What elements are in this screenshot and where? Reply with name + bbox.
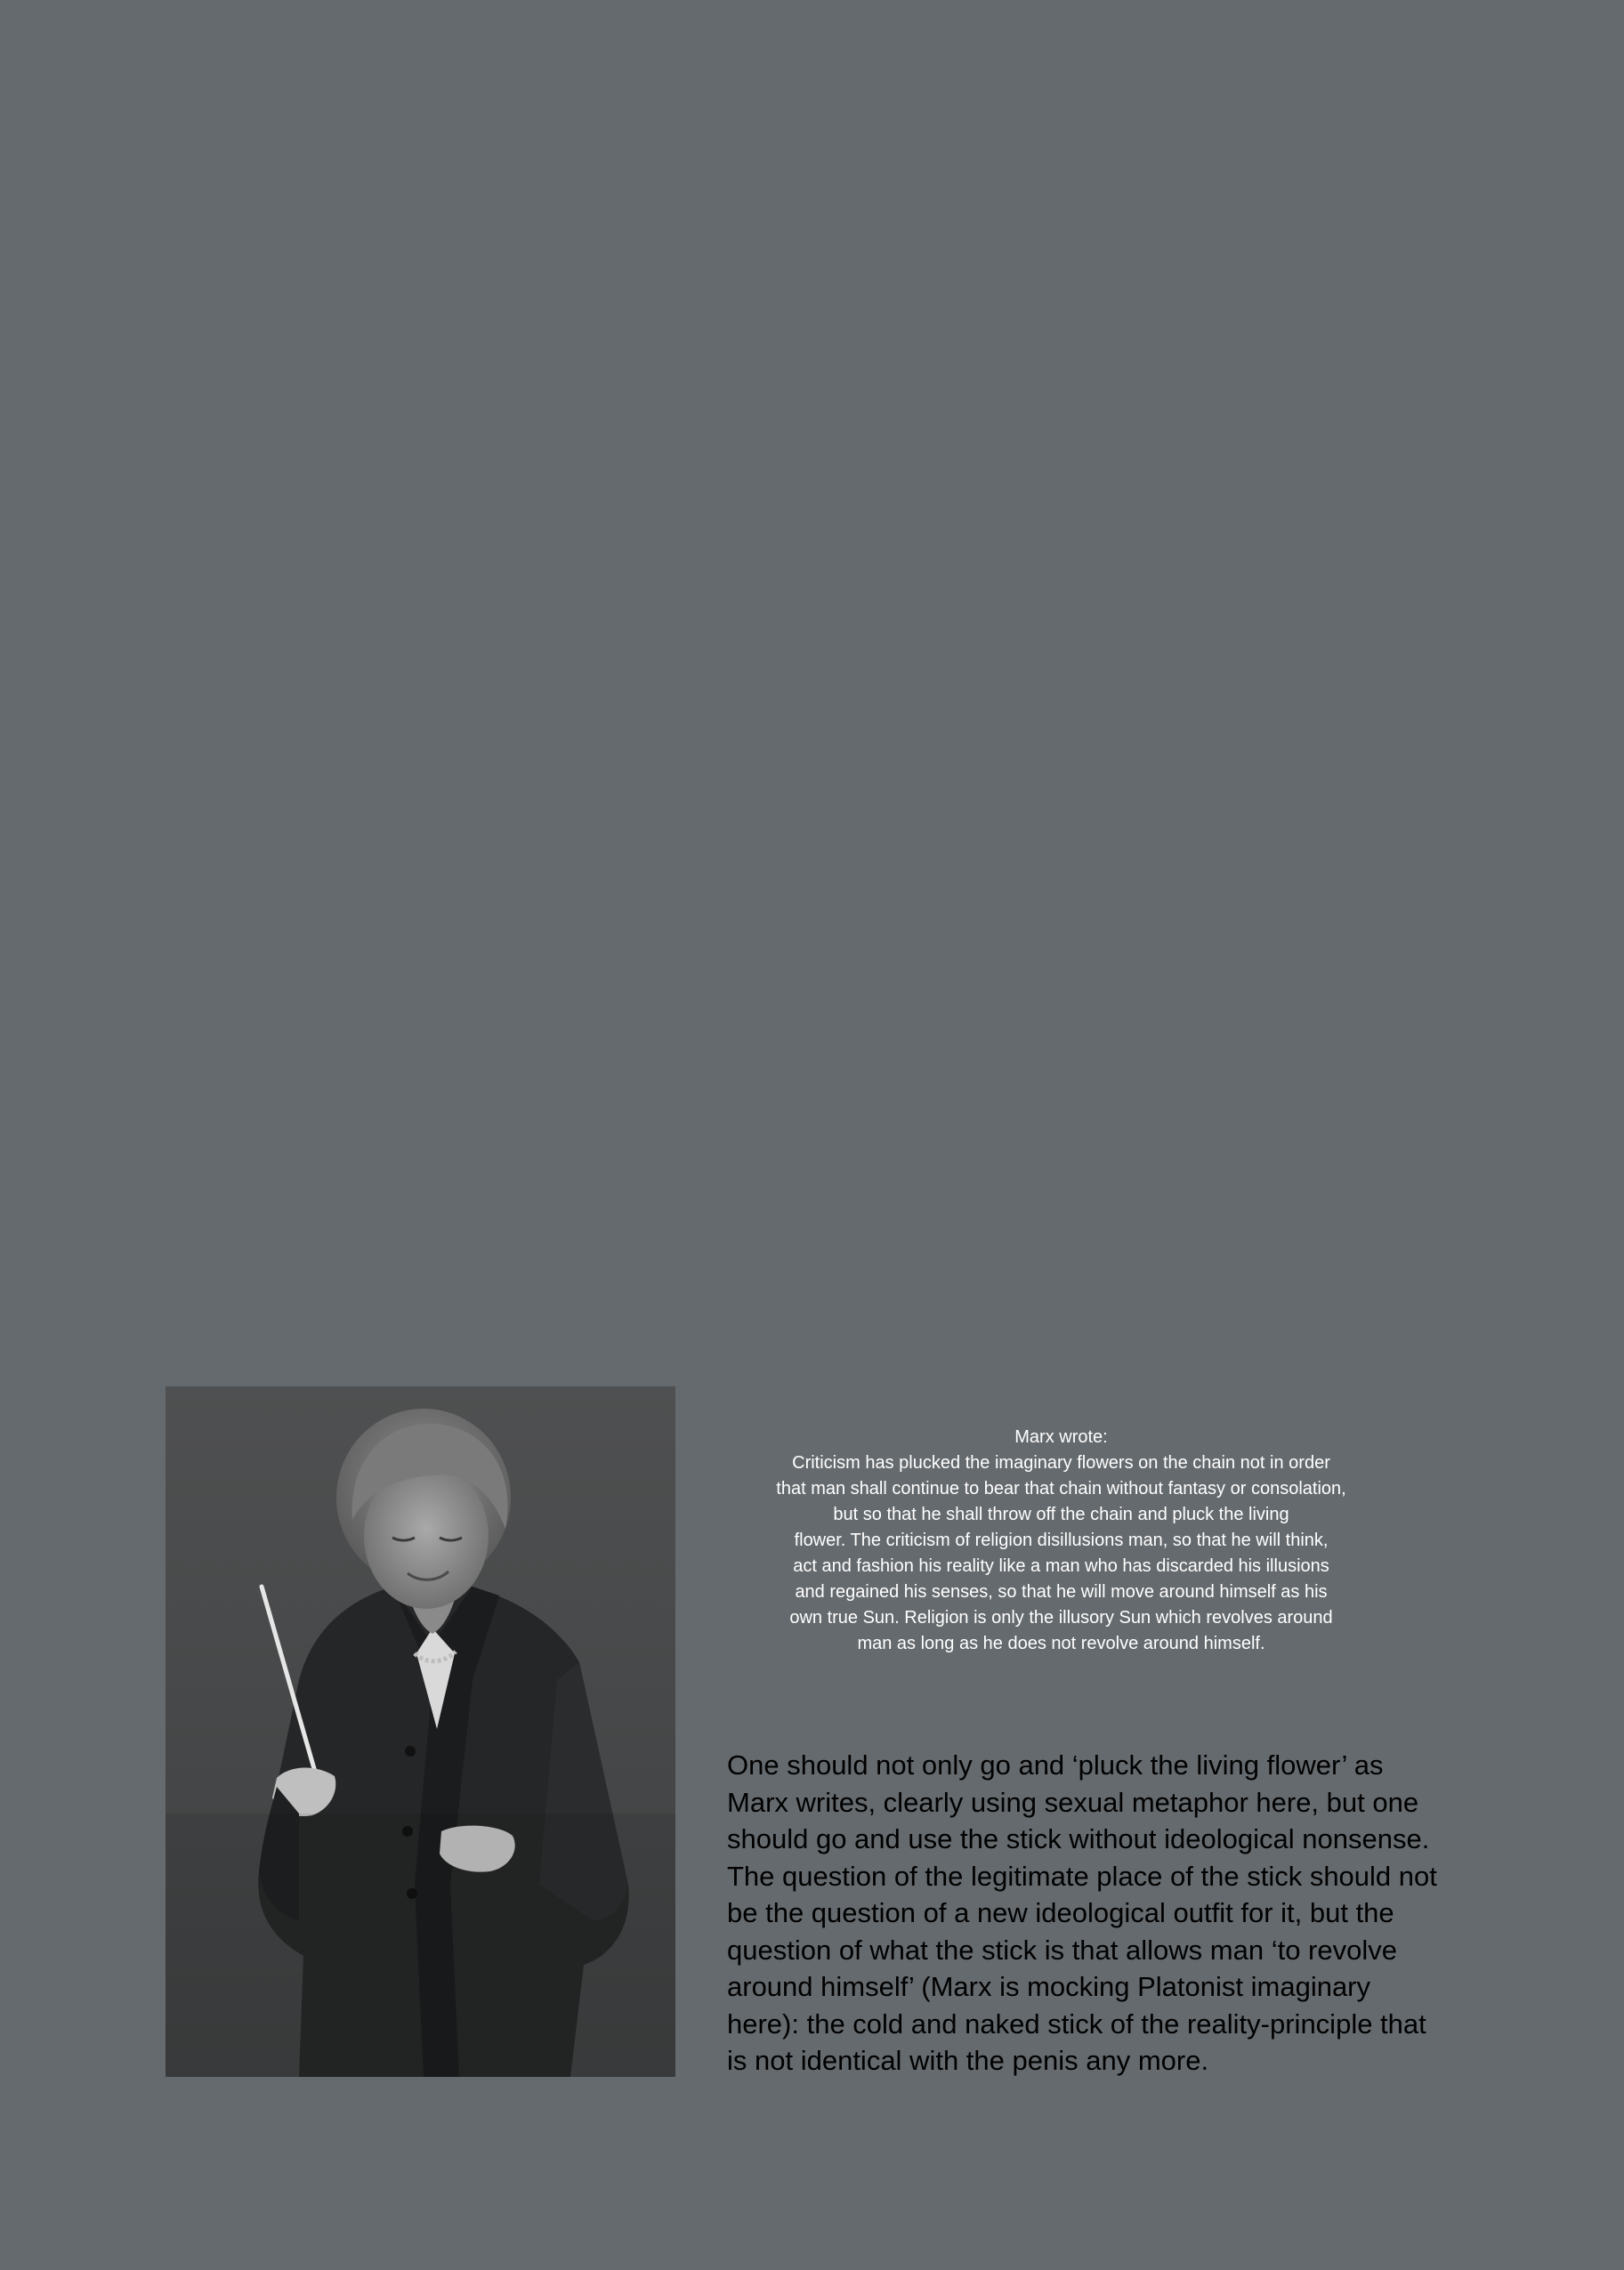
quote-attribution: Marx wrote: xyxy=(1014,1427,1108,1447)
quote-line: own true Sun. Religion is only the illusory Sun which revolves around xyxy=(789,1608,1333,1628)
quote-line: flower. The criticism of religion disillusions man, so that he will think, xyxy=(794,1531,1329,1550)
commentary-line: here): the cold and naked stick of the reality-principle that xyxy=(727,2007,1426,2040)
commentary-line: be the question of a new ideological outfit for it, but the xyxy=(727,1897,1394,1928)
commentary-line: should go and use the stick without ideological nonsense. xyxy=(727,1823,1430,1854)
conductor-photo xyxy=(166,1386,675,2077)
commentary-line: Marx writes, clearly using sexual metaphor here, but one xyxy=(727,1786,1419,1818)
commentary-line: around himself’ (Marx is mocking Platonist imaginary xyxy=(727,1971,1371,2002)
quote-line: and regained his senses, so that he will move around himself as his xyxy=(795,1582,1328,1602)
quote-line: act and fashion his reality like a man who has discarded his illusions xyxy=(793,1556,1329,1576)
quote-line: that man shall continue to bear that chain without fantasy or consolation, xyxy=(776,1479,1346,1499)
quote-line: Criticism has plucked the imaginary flowers on the chain not in order xyxy=(792,1453,1330,1473)
quote-line: man as long as he does not revolve around himself. xyxy=(857,1634,1265,1653)
marx-quote xyxy=(739,1425,1384,1657)
commentary-line: The question of the legitimate place of the stick should not xyxy=(727,1860,1437,1892)
commentary-line: question of what the stick is that allows man ‘to revolve xyxy=(727,1934,1397,1966)
commentary-paragraph xyxy=(727,1747,1437,2080)
commentary-line: is not identical with the penis any more. xyxy=(727,2045,1209,2076)
commentary-line: One should not only go and ‘pluck the living flower’ as xyxy=(727,1749,1384,1781)
quote-line: but so that he shall throw off the chain and pluck the living xyxy=(833,1505,1289,1524)
woman-with-baton-image xyxy=(166,1386,675,2077)
